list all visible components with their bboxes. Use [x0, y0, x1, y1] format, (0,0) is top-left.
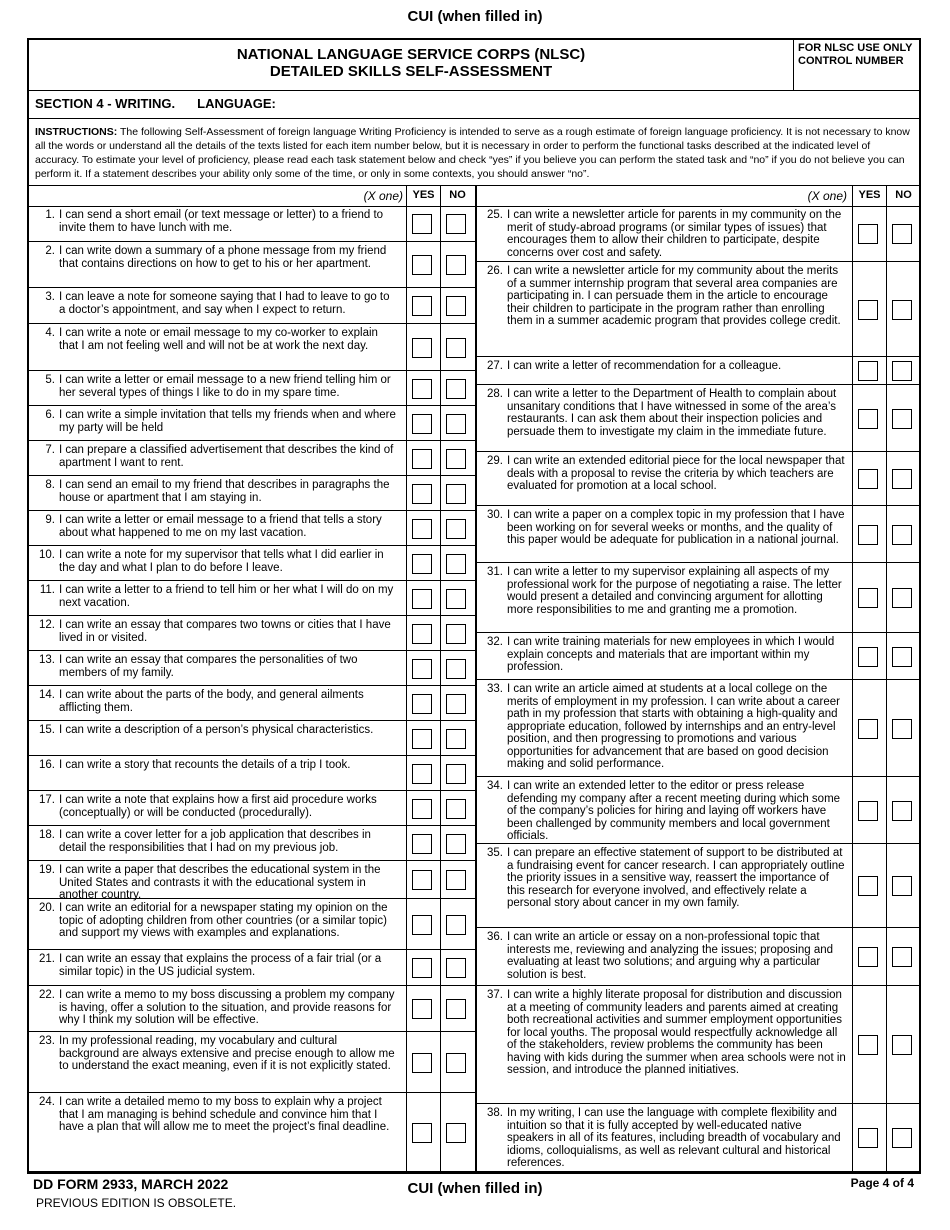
instructions-label: INSTRUCTIONS: [35, 126, 118, 138]
item-number: 2. [45, 245, 55, 257]
no-checkbox[interactable] [446, 999, 466, 1019]
item-text: I can write about the parts of the body, and general ailments afflicting them. [59, 689, 364, 714]
assessment-item [477, 1104, 919, 1172]
item-number: 19. [39, 864, 55, 876]
assessment-item [29, 406, 475, 441]
x-one-label: (X one) [807, 189, 847, 203]
item-text: I can write a newsletter article for my community about the merits of a summer internship program that several area companies are participating in. I can persuade them in the article to encourage their children to participate in the program rather than enrolling them in a summer academic program that provides college credit. [507, 265, 841, 327]
instructions-text: The following Self-Assessment of foreign language Writing Proficiency is intended to serve as a rough estimate of foreign language proficiency. It is not necessary to know all the words or understand all the details of the texts listed for each item number below, but it is necessary in order to perform the functional tasks described at the indicated level of accuracy. To estimate your level of proficiency, please read each task statement below and check “yes” if you believe you can perform the stated task and “no” if you do not believe you can perform it. If a statement describes your ability only some of the time, or only in some contexts, you should answer “no”. [35, 126, 910, 180]
item-number: 16. [39, 759, 55, 771]
assessment-item [477, 385, 919, 452]
yes-checkbox[interactable] [412, 414, 432, 434]
item-text: I can leave a note for someone saying that I had to leave to go to a doctor’s appointment, and say when I expect to return. [59, 291, 390, 316]
item-number: 1. [45, 209, 55, 221]
item-number: 10. [39, 549, 55, 561]
item-number: 15. [39, 724, 55, 736]
no-checkbox[interactable] [892, 801, 912, 821]
no-checkbox[interactable] [446, 519, 466, 539]
yes-checkbox[interactable] [412, 799, 432, 819]
yes-checkbox[interactable] [858, 409, 878, 429]
yes-checkbox[interactable] [412, 1053, 432, 1073]
item-text: I can write a description of a person’s physical characteristics. [59, 724, 374, 736]
cui-header: CUI (when filled in) [407, 8, 543, 25]
no-checkbox[interactable] [446, 338, 466, 358]
no-checkbox[interactable] [892, 876, 912, 896]
assessment-item [29, 1032, 475, 1093]
item-number: 6. [45, 409, 55, 421]
no-checkbox[interactable] [446, 958, 466, 978]
item-number: 17. [39, 794, 55, 806]
yes-checkbox[interactable] [412, 484, 432, 504]
item-text: I can write a letter to my supervisor explaining all aspects of my professional work for the purpose of negotiating a raise. The letter would present a detailed and convincing argument for allotting more responsibilities to me and granting me a promotion. [507, 566, 842, 616]
page-number: Page 4 of 4 [850, 1176, 914, 1190]
yes-checkbox[interactable] [858, 469, 878, 489]
yes-checkbox[interactable] [412, 915, 432, 935]
item-number: 18. [39, 829, 55, 841]
no-checkbox[interactable] [892, 361, 912, 381]
form-title [29, 40, 793, 90]
yes-checkbox[interactable] [412, 659, 432, 679]
no-checkbox[interactable] [446, 589, 466, 609]
item-number: 5. [45, 374, 55, 386]
item-number: 26. [487, 265, 503, 277]
control-label-line1: FOR NLSC USE ONLY [798, 42, 913, 54]
item-text: I can write an extended letter to the editor or press release defending my company after a recent meeting during which some of the company’s policies for hiring and laying off workers have been challenged by community members and local government officials. [507, 780, 841, 842]
item-text: I can write a paper on a complex topic in my profession that I have been working on for several weeks or months, and the quality of this paper would be adequate for publication in a national journal. [507, 509, 845, 546]
left-column [29, 186, 475, 1172]
item-text: I can send an email to my friend that describes in paragraphs the house or apartment that I am staying in. [59, 479, 390, 504]
assessment-item [29, 721, 475, 756]
item-number: 29. [487, 455, 503, 467]
no-checkbox[interactable] [446, 484, 466, 504]
yes-checkbox[interactable] [412, 214, 432, 234]
yes-checkbox[interactable] [858, 300, 878, 320]
assessment-item [29, 986, 475, 1032]
no-header: NO [449, 189, 466, 201]
assessment-item [477, 506, 919, 563]
item-number: 14. [39, 689, 55, 701]
item-number: 30. [487, 509, 503, 521]
assessment-item [477, 206, 919, 262]
yes-checkbox[interactable] [858, 1128, 878, 1148]
yes-checkbox[interactable] [858, 525, 878, 545]
no-checkbox[interactable] [446, 255, 466, 275]
item-text: I can write a note for my supervisor that tells what I did earlier in the day and what I plan to do before I leave. [59, 549, 384, 574]
instructions [35, 125, 915, 181]
control-number-box[interactable] [793, 40, 919, 90]
assessment-item [29, 1093, 475, 1172]
no-checkbox[interactable] [446, 764, 466, 784]
assessment-item [477, 563, 919, 633]
assessment-item [29, 511, 475, 546]
no-checkbox[interactable] [892, 1128, 912, 1148]
yes-checkbox[interactable] [858, 719, 878, 739]
item-text: I can write a story that recounts the details of a trip I took. [59, 759, 351, 771]
item-text: I can write an essay that explains the process of a fair trial (or a similar topic) in the US judicial system. [59, 953, 382, 978]
yes-checkbox[interactable] [412, 834, 432, 854]
item-number: 21. [39, 953, 55, 965]
item-number: 23. [39, 1035, 55, 1047]
yes-checkbox[interactable] [858, 588, 878, 608]
assessment-item [29, 791, 475, 826]
assessment-item [29, 371, 475, 406]
assessment-item [29, 288, 475, 324]
yes-checkbox[interactable] [858, 947, 878, 967]
assessment-item [29, 899, 475, 950]
no-checkbox[interactable] [892, 300, 912, 320]
assessment-item [29, 861, 475, 899]
no-checkbox[interactable] [446, 1123, 466, 1143]
section-header [35, 96, 276, 111]
item-text: I can write training materials for new employees in which I would explain concepts and materials that are important within my profession. [507, 636, 835, 673]
assessment-item [477, 452, 919, 506]
assessment-item [29, 546, 475, 581]
item-number: 38. [487, 1107, 503, 1119]
item-text: I can write a letter to the Department of Health to complain about unsanitary conditions that I have witnessed in some of the area’s restaurants. I can ask them about their inspection policies and persuade them to investigate my claim in the immediate future. [507, 388, 837, 438]
no-checkbox[interactable] [446, 729, 466, 749]
assessment-item [29, 826, 475, 861]
yes-checkbox[interactable] [412, 589, 432, 609]
item-text: I can write a letter to a friend to tell him or her what I will do on my next vacation. [59, 584, 394, 609]
item-number: 36. [487, 931, 503, 943]
item-text: I can write a detailed memo to my boss to explain why a project that I am managing is behind schedule and convince him that I have a plan that will allow me to meet the project’s final deadline. [59, 1096, 390, 1133]
item-text: I can write a highly literate proposal for distribution and discussion at a meeting of community leaders and parents aimed at creating both recreational activities and summer employment opportunities for local youths. The proposal would respectfully acknowledge all of the stakeholders, review problems the community has been having with kids during the summer when area schools were not in session, and introduce the planned initiatives. [507, 989, 846, 1076]
item-number: 24. [39, 1096, 55, 1108]
no-checkbox[interactable] [446, 870, 466, 890]
assessment-item [477, 928, 919, 986]
no-checkbox[interactable] [892, 409, 912, 429]
item-number: 34. [487, 780, 503, 792]
no-checkbox[interactable] [446, 624, 466, 644]
yes-checkbox[interactable] [858, 647, 878, 667]
yes-checkbox[interactable] [412, 338, 432, 358]
item-text: I can write a letter of recommendation for a colleague. [507, 360, 782, 372]
yes-checkbox[interactable] [412, 296, 432, 316]
no-checkbox[interactable] [446, 554, 466, 574]
item-text: I can write a note that explains how a first aid procedure works (conceptually) or will be conducted (procedurally). [59, 794, 377, 819]
no-checkbox[interactable] [446, 1053, 466, 1073]
no-checkbox[interactable] [446, 449, 466, 469]
right-column [477, 186, 919, 1172]
item-text: I can prepare a classified advertisement that describes the kind of apartment I want to rent. [59, 444, 394, 469]
assessment-item [477, 262, 919, 357]
yes-header: YES [412, 189, 435, 201]
no-checkbox[interactable] [446, 659, 466, 679]
item-number: 11. [39, 584, 55, 596]
item-text: In my writing, I can use the language with complete flexibility and intuition so that it is fully accepted by well-educated native speakers in all of its features, including breadth of vocabulary and idioms, colloquialisms, as well as relevant cultural and historical references. [507, 1107, 841, 1169]
yes-checkbox[interactable] [858, 1035, 878, 1055]
assessment-item [29, 441, 475, 476]
left-table-header [29, 186, 475, 207]
item-number: 7. [45, 444, 55, 456]
item-number: 28. [487, 388, 503, 400]
item-number: 35. [487, 847, 503, 859]
divider [29, 90, 919, 91]
yes-checkbox[interactable] [858, 801, 878, 821]
control-label-line2: CONTROL NUMBER [798, 55, 904, 67]
assessment-item [29, 242, 475, 288]
no-checkbox[interactable] [446, 214, 466, 234]
no-checkbox[interactable] [892, 719, 912, 739]
item-number: 25. [487, 209, 503, 221]
divider [29, 118, 919, 119]
item-text: I can write a note or email message to my co-worker to explain that I am not feeling well and will not be at work the next day. [59, 327, 378, 352]
item-number: 22. [39, 989, 55, 1001]
yes-checkbox[interactable] [412, 1123, 432, 1143]
item-number: 27. [487, 360, 503, 372]
form-frame [27, 38, 921, 1174]
assessment-item [29, 581, 475, 616]
yes-header: YES [858, 189, 881, 201]
yes-checkbox[interactable] [412, 999, 432, 1019]
item-text: I can write a letter or email message to a friend that tells a story about what happened to me on my last vacation. [59, 514, 382, 539]
assessment-item [29, 756, 475, 791]
section-title: SECTION 4 - WRITING. [35, 96, 176, 111]
obsolete-notice: PREVIOUS EDITION IS OBSOLETE. [36, 1196, 237, 1210]
item-text: I can write a paper that describes the educational system in the United States and contrasts it with the educational system in another country. [59, 864, 381, 901]
assessment-item [29, 950, 475, 986]
item-text: I can send a short email (or text message or letter) to a friend to invite them to have lunch with me. [59, 209, 384, 234]
no-checkbox[interactable] [446, 799, 466, 819]
yes-checkbox[interactable] [412, 729, 432, 749]
no-checkbox[interactable] [892, 588, 912, 608]
item-text: I can write a newsletter article for parents in my community on the merit of study-abroad programs (or similar types of issues) that encourages them to allow their children to participate, despite concerns over cost and safety. [507, 209, 842, 259]
item-text: I can write a memo to my boss discussing a problem my company is having, offer a solution to the situation, and provide reasons for why I think my solution will be effective. [59, 989, 395, 1026]
item-number: 31. [487, 566, 503, 578]
item-number: 3. [45, 291, 55, 303]
item-text: I can write a simple invitation that tells my friends when and where my party will be held [59, 409, 396, 434]
no-checkbox[interactable] [446, 915, 466, 935]
assessment-item [29, 616, 475, 651]
no-header: NO [895, 189, 912, 201]
assessment-item [477, 357, 919, 385]
assessment-item [477, 844, 919, 928]
assessment-item [477, 986, 919, 1104]
x-one-label: (X one) [363, 189, 403, 203]
item-text: I can write an essay that compares the personalities of two members of my family. [59, 654, 358, 679]
assessment-item [29, 686, 475, 721]
item-text: I can write an article or essay on a non-professional topic that interests me, reviewing and analyzing the issues; proposing and evaluating at least two solutions; and arguing why a particular solution is best. [507, 931, 834, 981]
form-title-line1: NATIONAL LANGUAGE SERVICE CORPS (NLSC) [236, 46, 586, 63]
assessment-item [29, 476, 475, 511]
item-text: I can write down a summary of a phone message from my friend that contains directions on how to get to his or her apartment. [59, 245, 387, 270]
yes-checkbox[interactable] [412, 554, 432, 574]
no-checkbox[interactable] [446, 414, 466, 434]
no-checkbox[interactable] [446, 694, 466, 714]
yes-checkbox[interactable] [858, 361, 878, 381]
item-number: 13. [39, 654, 55, 666]
item-text: I can write an essay that compares two towns or cities that I have lived in or visited. [59, 619, 391, 644]
yes-checkbox[interactable] [412, 519, 432, 539]
item-text: I can write an article aimed at students at a local college on the merits of employment in my profession. I can write about a career path in my profession that starts with obtaining a high-quality and appropriate education, followed by internships and an entry-level position, and then progressing to promotions and various opportunities for advancement that are based on good decision making and solid performance. [507, 683, 841, 770]
item-number: 12. [39, 619, 55, 631]
assessment-item [477, 633, 919, 680]
no-checkbox[interactable] [892, 469, 912, 489]
no-checkbox[interactable] [892, 947, 912, 967]
assessment-item [29, 324, 475, 371]
assessment-item [29, 651, 475, 686]
yes-checkbox[interactable] [412, 449, 432, 469]
no-checkbox[interactable] [892, 1035, 912, 1055]
item-text: I can write an editorial for a newspaper stating my opinion on the topic of adopting children from other countries (or a similar topic) and support my views with examples and explanations. [59, 902, 388, 939]
item-number: 8. [45, 479, 55, 491]
language-field[interactable]: LANGUAGE: [197, 96, 276, 111]
assessment-item [477, 680, 919, 777]
no-checkbox[interactable] [892, 647, 912, 667]
form-number: DD FORM 2933, MARCH 2022 [33, 1176, 229, 1192]
no-checkbox[interactable] [446, 296, 466, 316]
form-title-line2: DETAILED SKILLS SELF-ASSESSMENT [269, 63, 553, 80]
yes-checkbox[interactable] [412, 379, 432, 399]
assessment-item [29, 206, 475, 242]
item-text: I can prepare an effective statement of support to be distributed at a fundraising event for cancer research. I can appropriately outline the priority issues in a sensitive way, reassert the importance of this research for everyone involved, and effectively relate a personal story about cancer in my own family. [507, 847, 845, 909]
item-number: 20. [39, 902, 55, 914]
yes-checkbox[interactable] [412, 624, 432, 644]
yes-checkbox[interactable] [412, 958, 432, 978]
item-number: 4. [45, 327, 55, 339]
item-number: 9. [45, 514, 55, 526]
no-checkbox[interactable] [892, 525, 912, 545]
yes-checkbox[interactable] [412, 870, 432, 890]
item-text: I can write an extended editorial piece for the local newspaper that deals with a proposal to revise the criteria by which teachers are evaluated for promotion at a local school. [507, 455, 845, 492]
yes-checkbox[interactable] [412, 694, 432, 714]
item-text: I can write a cover letter for a job application that describes in detail the responsibilities that I had on my previous job. [59, 829, 371, 854]
yes-checkbox[interactable] [412, 255, 432, 275]
no-checkbox[interactable] [446, 834, 466, 854]
no-checkbox[interactable] [892, 224, 912, 244]
yes-checkbox[interactable] [858, 224, 878, 244]
yes-checkbox[interactable] [412, 764, 432, 784]
item-number: 32. [487, 636, 503, 648]
item-text: In my professional reading, my vocabulary and cultural background are always extensive and precise enough to allow me to understand the exact meaning, even if it is not explicitly stated. [59, 1035, 395, 1072]
item-number: 33. [487, 683, 503, 695]
item-number: 37. [487, 989, 503, 1001]
item-text: I can write a letter or email message to a new friend telling him or her several types of things I like to do in my spare time. [59, 374, 391, 399]
assessment-item [477, 777, 919, 844]
yes-checkbox[interactable] [858, 876, 878, 896]
no-checkbox[interactable] [446, 379, 466, 399]
cui-footer: CUI (when filled in) [407, 1180, 543, 1197]
